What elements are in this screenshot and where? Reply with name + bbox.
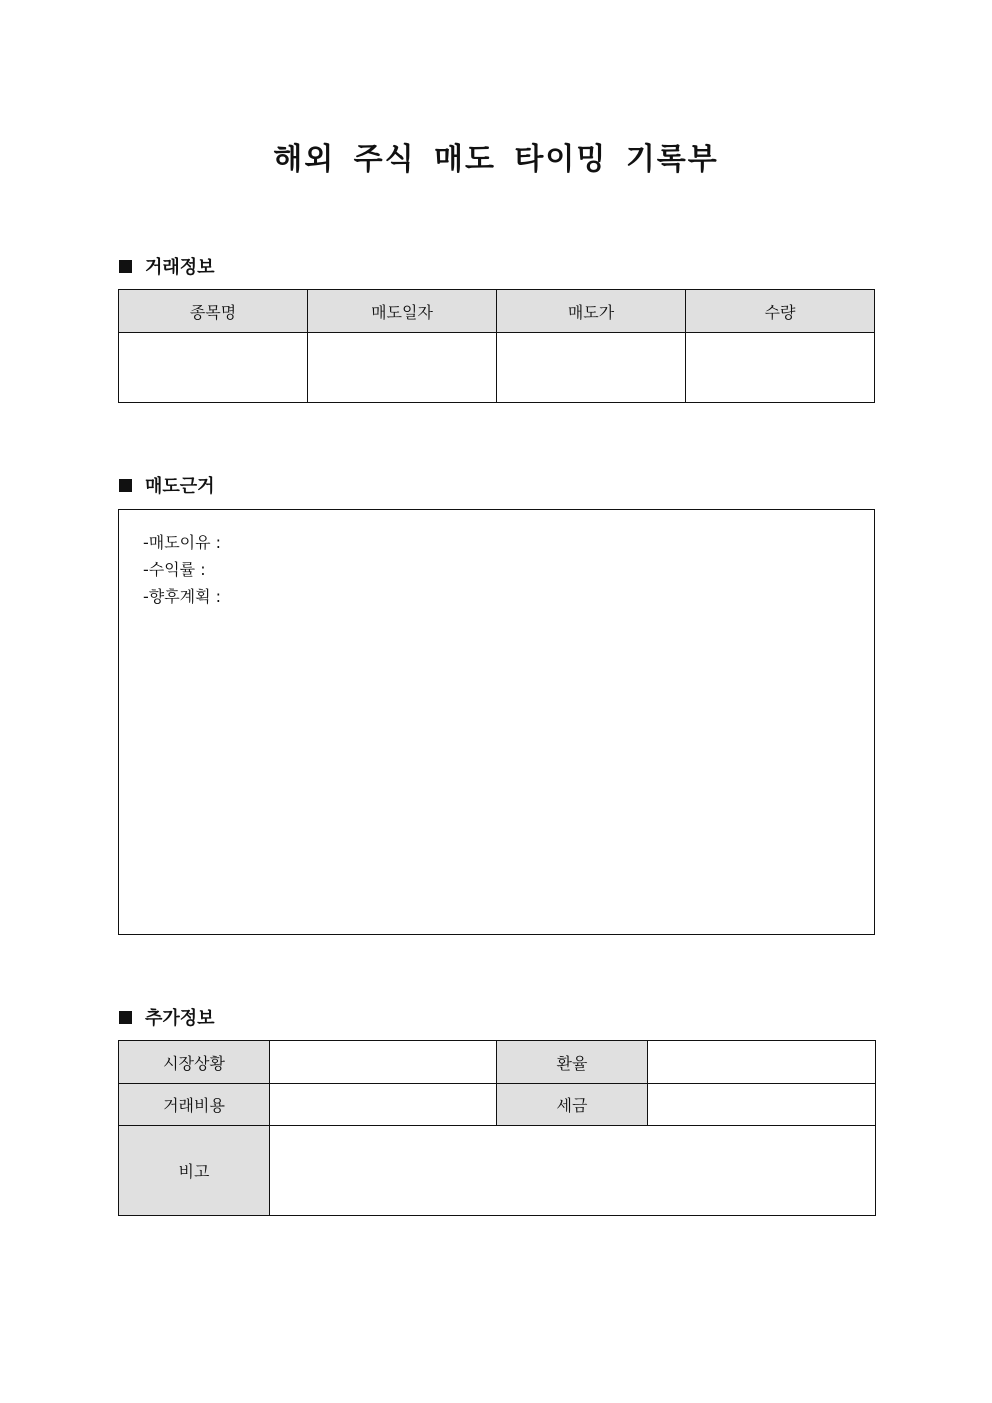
sell-reason-box[interactable] xyxy=(118,509,875,935)
tax-cell[interactable] xyxy=(648,1084,876,1126)
section-heading-extra xyxy=(119,1004,215,1030)
note-cell[interactable] xyxy=(270,1126,876,1216)
reason-line: -매도이유 : xyxy=(143,533,222,552)
label-note: 비고 xyxy=(119,1126,270,1216)
market-cell[interactable] xyxy=(270,1041,497,1084)
cost-cell[interactable] xyxy=(270,1084,497,1126)
square-bullet-icon xyxy=(119,260,132,273)
label-cost: 거래비용 xyxy=(119,1084,270,1126)
label-fx: 환율 xyxy=(497,1041,648,1084)
plan-line: -향후계획 : xyxy=(143,587,222,606)
header-sell-date: 매도일자 xyxy=(308,290,497,333)
extra-info-table xyxy=(118,1040,876,1216)
header-sell-price: 매도가 xyxy=(497,290,686,333)
section-heading-reason xyxy=(119,472,215,498)
header-stock-name: 종목명 xyxy=(119,290,308,333)
stock-name-cell[interactable] xyxy=(119,333,308,403)
return-line: -수익률 : xyxy=(143,560,206,579)
section-heading-trade xyxy=(119,253,215,279)
sell-price-cell[interactable] xyxy=(497,333,686,403)
heading-text: 매도근거 xyxy=(145,476,215,497)
square-bullet-icon xyxy=(119,479,132,492)
quantity-cell[interactable] xyxy=(686,333,875,403)
header-quantity: 수량 xyxy=(686,290,875,333)
label-market: 시장상황 xyxy=(119,1041,270,1084)
square-bullet-icon xyxy=(119,1011,132,1024)
trade-info-table xyxy=(118,289,875,403)
fx-cell[interactable] xyxy=(648,1041,876,1084)
label-tax: 세금 xyxy=(497,1084,648,1126)
heading-text: 거래정보 xyxy=(145,257,215,278)
page-title: 해외 주식 매도 타이밍 기록부 xyxy=(273,142,719,177)
heading-text: 추가정보 xyxy=(145,1008,215,1029)
sell-date-cell[interactable] xyxy=(308,333,497,403)
